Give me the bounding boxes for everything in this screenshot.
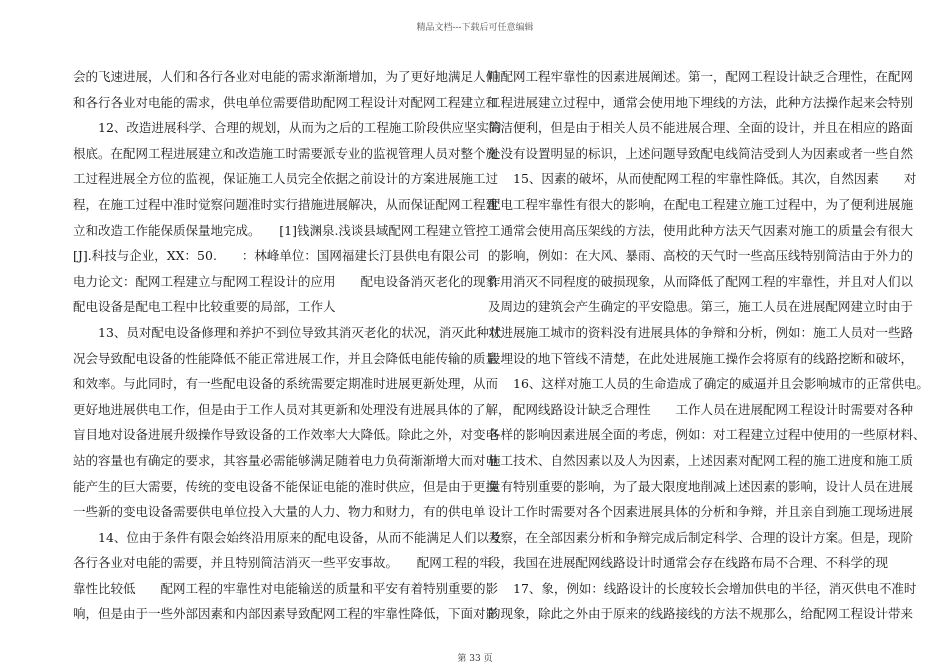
text-line: 配电设备是配电工程中比较重要的局部，工作人: [73, 299, 336, 315]
text-line: 12、改造进展科学、合理的规划，从而为之后的工程施工阶段供应坚实的: [73, 120, 502, 136]
text-line: 段埋设的地下管线不清楚，在此处进展施工操作会将原有的线路挖断和破坏，: [488, 350, 914, 366]
text-line: 16、这样对施工人员的生命造成了确定的威逼并且会影响城市的正常供电。: [488, 376, 929, 392]
text-line: 工过程进展全方位的监视，保证施工人员完全依据之前设计的方案进展施工过: [73, 171, 499, 187]
text-line: 一些新的变电设备需要供电单位投入大量的人力、物力和财力，有的供电单: [73, 504, 486, 520]
text-line: 能产生的巨大需要，传统的变电设备不能保证电能的准时供应，但是由于更换: [73, 478, 499, 494]
text-line: 的影响，例如：在大风、暴雨、高校的天气时一些高压线特别简洁由于外力的: [488, 248, 914, 264]
page-header: 精品文档---下载后可任意编辑: [416, 23, 534, 33]
text-line: 配电工程牢靠性有很大的影响，在配电工程建立施工过程中，为了便利进展施: [488, 196, 914, 212]
text-line: 站的容量也有确定的要求，其容量必需能够满足随着电力负荷渐渐增大而对电: [73, 452, 499, 468]
text-line: 更好地进展供电工作，但是由于工作人员对其更新和处理没有进展具体的了解，: [73, 401, 511, 417]
text-line: 响，但是由于一些外部因素和内部因素导致配网工程的牢靠性降低，下面对影: [73, 606, 499, 622]
text-line: [J].科技与企业，XX：50. ：林峰单位：国网福建长汀县供电有限公司: [73, 248, 480, 264]
text-line: 各行各业对电能的需要，并且特别简洁消灭一些平安事故。 配网工程的牢: [73, 555, 492, 571]
text-line: 设计工作时需要对各个因素进展具体的分析和争辩，并且亲自到施工现场进展: [488, 504, 914, 520]
text-line: 及周边的建筑会产生确定的平安隐患。第三，施工人员在进展配网建立时由于: [488, 299, 914, 315]
text-line: 立和改造工作能保质保量地完成。 [1]钱渊泉.浅谈县域配网工程建立管控: [73, 222, 489, 238]
text-line: 工程进展建立过程中，通常会使用地下埋线的方法，此种方法操作起来会特别: [488, 94, 914, 110]
text-line: 量有特别重要的影响，为了最大限度地削减上述因素的影响，设计人员在进展: [488, 478, 914, 494]
text-line: 13、员对配电设备修理和养护不到位导致其消灭老化的状况，消灭此种状: [73, 324, 502, 340]
text-line: 14、位由于条件有限会始终沿用原来的配电设备，从而不能满足人们以及: [73, 529, 502, 545]
text-line: 简洁便利，但是由于相关人员不能进展合理、全面的设计，并且在相应的路面: [488, 120, 914, 136]
text-line: 处没有设置明显的标识，上述问题导致配电线简洁受到人为因素或者一些自然: [488, 145, 914, 161]
text-line: 根底。在配网工程进展建立和改造施工时需要派专业的监视管理人员对整个施: [73, 145, 499, 161]
text-line: 况会导致配电设备的性能降低不能正常进展工作，并且会降低电能传输的质量: [73, 350, 499, 366]
text-line: 配网线路设计缺乏合理性 工作人员在进展配网工程设计时需要对各种: [488, 401, 914, 417]
text-line: 各样的影响因素进展全面的考虑，例如：对工程建立过程中使用的一些原材料、: [488, 427, 926, 443]
text-line: 电力论文：配网工程建立与配网工程设计的应用 配电设备消灭老化的现象: [73, 273, 499, 289]
text-line: 对进展施工城市的资料没有进展具体的争辩和分析，例如：施工人员对一些路: [488, 324, 914, 340]
text-line: 考察，在全部因素分析和争辩完成后制定科学、合理的设计方案。但是，现阶: [488, 529, 914, 545]
text-line: 15、因素的破坏，从而使配网工程的牢靠性降低。其次，自然因素 对: [488, 171, 917, 187]
text-line: 施工技术、自然因素以及人为因素，上述因素对配网工程的施工进度和施工质: [488, 452, 914, 468]
text-line: 程，在施工过程中准时觉察问题准时实行措施进展解决，从而保证配网工程建: [73, 196, 499, 212]
text-line: 响配网工程牢靠性的因素进展阐述。第一，配网工程设计缺乏合理性，在配网: [488, 69, 914, 84]
left-column: [73, 64, 511, 627]
text-line: 的现象，除此之外由于原来的线路接线的方法不规那么，给配网工程设计带来: [488, 606, 914, 622]
text-line: 和各行各业对电能的需求，供电单位需要借助配网工程设计对配网工程建立和: [73, 94, 499, 110]
text-line: 作用消灭不同程度的破损现象，从而降低了配网工程的牢靠性，并且对人们以: [488, 273, 914, 289]
text-line: 工通常会使用高压架线的方法，使用此种方法天气因素对施工的质量会有很大: [488, 222, 914, 238]
text-line: 段，我国在进展配网线路设计时通常会存在线路布局不合理、不科学的现: [488, 555, 889, 571]
right-column: [488, 64, 929, 627]
text-line: 和效率。与此同时，有一些配电设备的系统需要定期准时进展更新处理，从而: [73, 376, 499, 392]
page-number: 第 33 页: [457, 654, 493, 664]
text-line: 17、象，例如：线路设计的长度较长会增加供电的半径，消灭供电不准时: [488, 580, 917, 596]
text-line: 靠性比较低 配网工程的牢靠性对电能输送的质量和平安有着特别重要的影: [73, 580, 499, 596]
text-line: 盲目地对设备进展升级操作导致设备的工作效率大大降低。除此之外，对变电: [73, 427, 499, 443]
text-line: 会的飞速进展，人们和各行各业对电能的需求渐渐增加，为了更好地满足人们: [73, 69, 499, 84]
